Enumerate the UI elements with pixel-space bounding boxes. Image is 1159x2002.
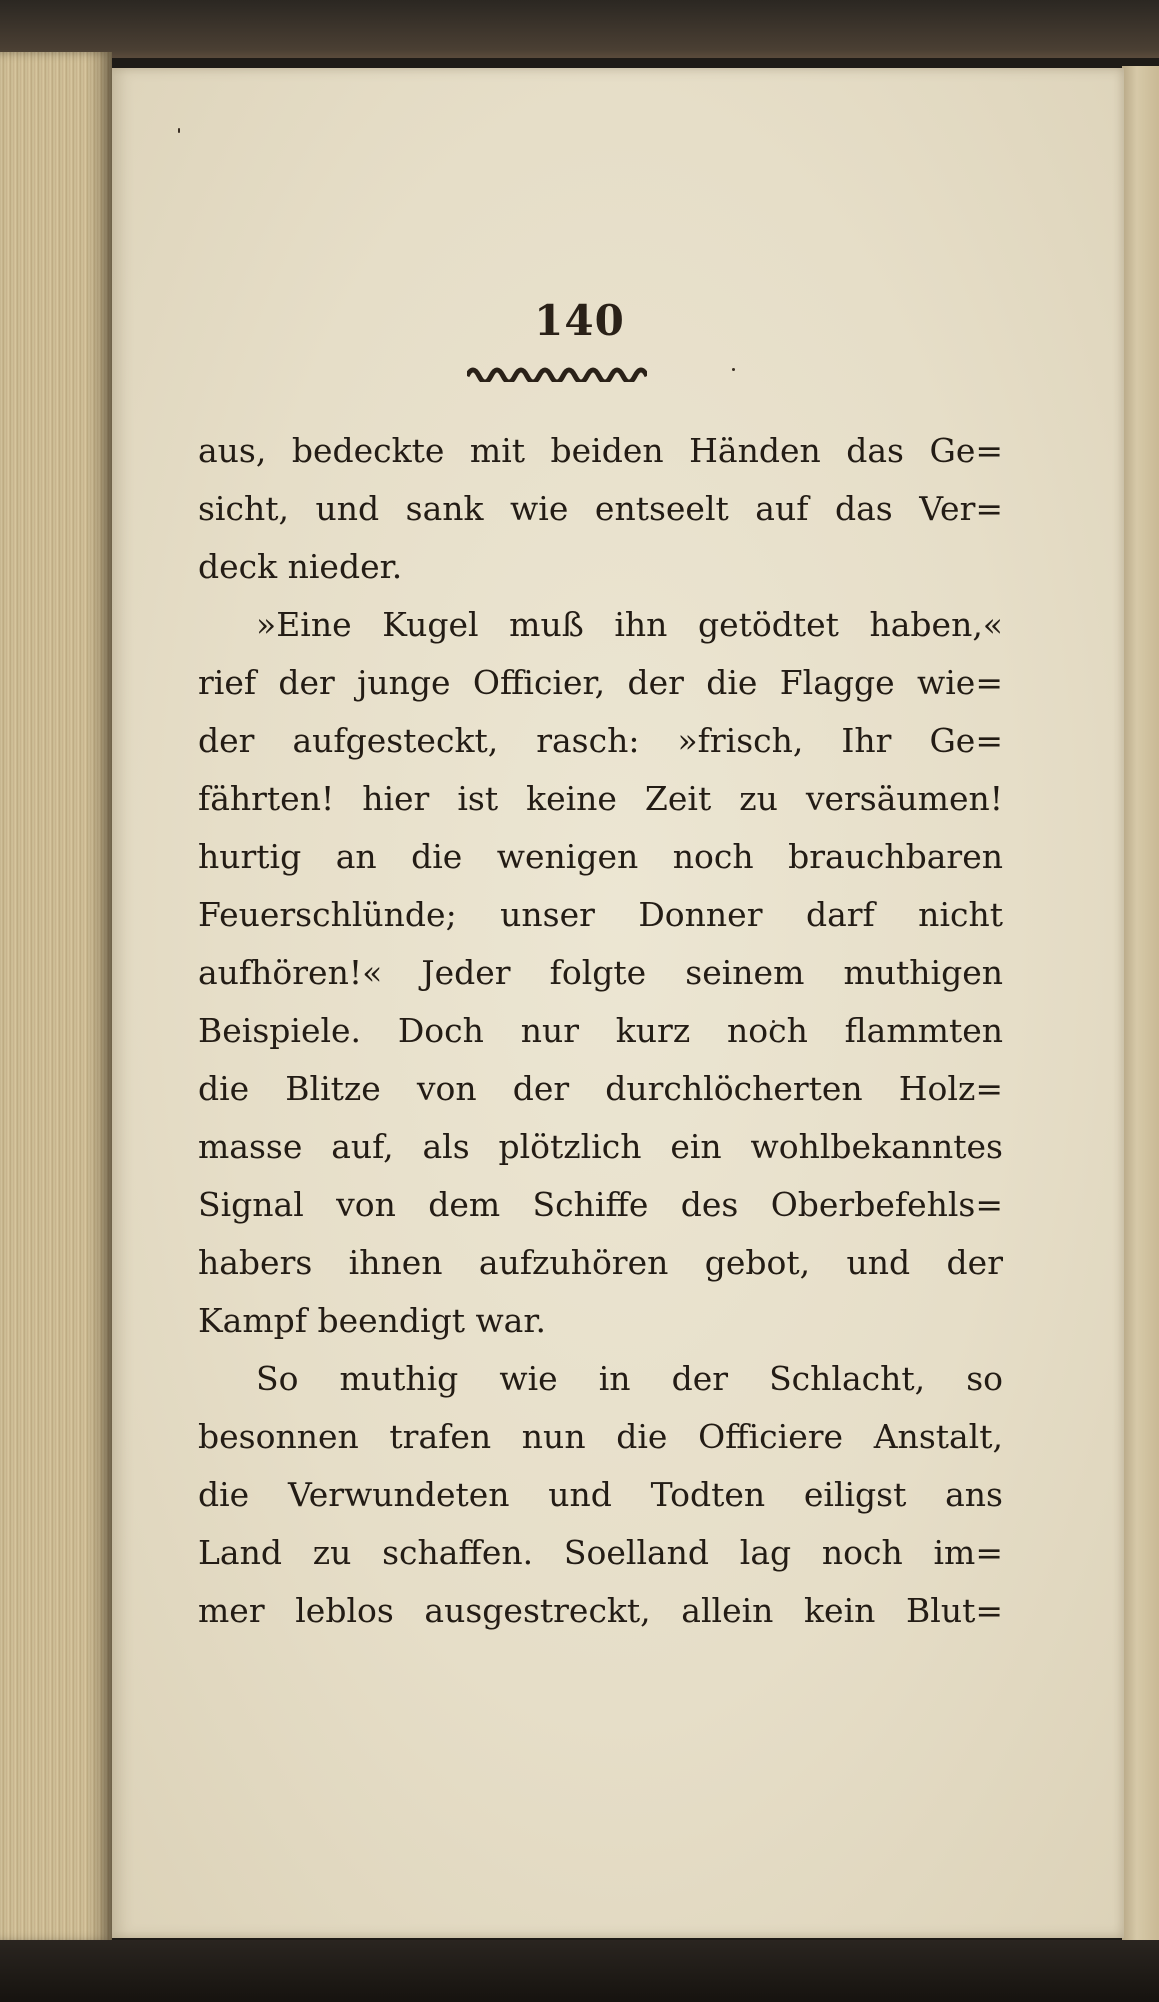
text-line: der aufgesteckt, rasch: »frisch, Ihr Ge= — [198, 721, 1003, 760]
text-line: hurtig an die wenigen noch brauchbaren — [198, 837, 1003, 876]
book-cover-top — [0, 0, 1159, 58]
text-line: Feuerschlünde; unser Donner darf nicht — [198, 895, 1003, 934]
text-line: aufhören!« Jeder folgte seinem muthigen — [198, 953, 1003, 992]
text-line: Beispiele. Doch nur kurz noch flammten — [198, 1011, 1003, 1050]
page-body-text — [198, 422, 1003, 1640]
text-line: masse auf, als plötzlich ein wohlbekanntes — [198, 1127, 1003, 1166]
text-line: deck nieder. — [198, 547, 403, 586]
paper-speck — [732, 368, 735, 371]
paper-speck — [178, 128, 180, 133]
text-line: rief der junge Officier, der die Flagge wie= — [198, 663, 1003, 702]
text-line: fährten! hier ist keine Zeit zu versäumen! — [198, 779, 1003, 818]
text-line: mer leblos ausgestreckt, allein kein Blut= — [198, 1591, 1003, 1630]
text-line: Land zu schaffen. Soelland lag noch im= — [198, 1533, 1003, 1572]
text-line: habers ihnen aufzuhören gebot, und der — [198, 1243, 1003, 1282]
text-line: aus, bedeckte mit beiden Händen das Ge= — [198, 431, 1003, 470]
text-line: die Verwundeten und Todten eiligst ans — [198, 1475, 1003, 1514]
text-line: Signal von dem Schiffe des Oberbefehls= — [198, 1185, 1003, 1224]
text-line: besonnen trafen nun die Officiere Anstalt, — [198, 1417, 1003, 1456]
text-line: sicht, und sank wie entseelt auf das Ver= — [198, 489, 1003, 528]
text-line: »Eine Kugel muß ihn getödtet haben,« — [256, 605, 1003, 644]
page-number: 140 — [534, 296, 625, 345]
text-line: Kampf beendigt war. — [198, 1301, 546, 1340]
next-leaf-edge — [1122, 66, 1159, 1942]
wave-ornament — [467, 362, 647, 382]
text-line: die Blitze von der durchlöcherten Holz= — [198, 1069, 1003, 1108]
book-cover-bottom — [0, 1940, 1159, 2002]
text-line: So muthig wie in der Schlacht, so — [256, 1359, 1003, 1398]
